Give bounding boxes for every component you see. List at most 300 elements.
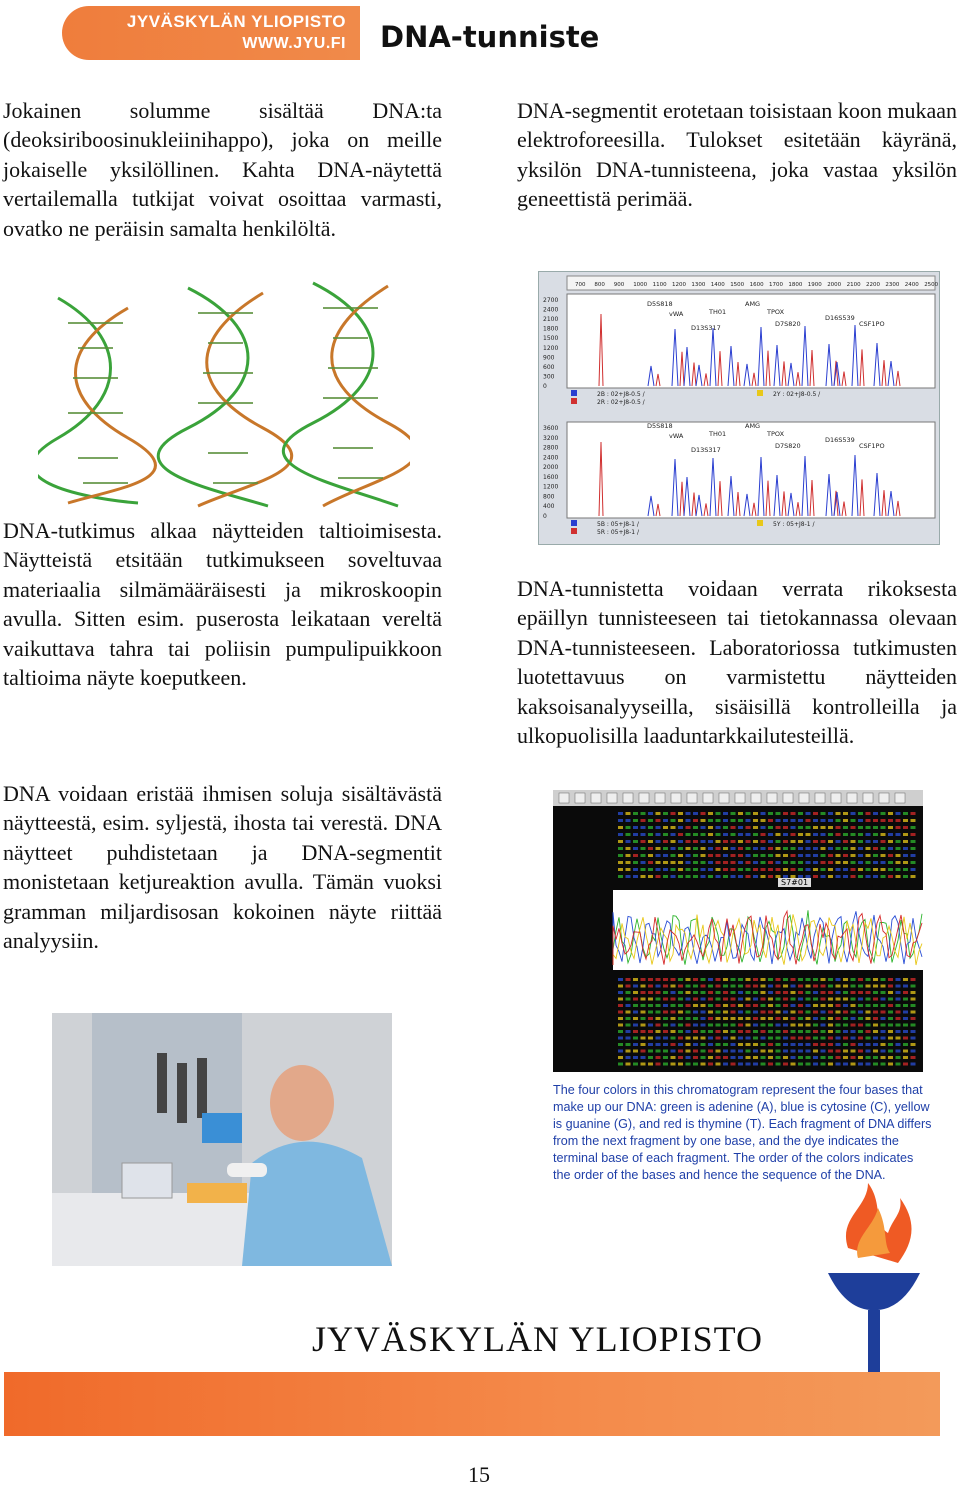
gel-band [716,833,721,836]
gel-band [693,1043,698,1046]
gel-band [678,1017,683,1020]
gel-band [843,1017,848,1020]
gel-band [663,1037,668,1040]
gel-band [873,875,878,878]
gel-band [791,1063,796,1066]
gel-band [701,833,706,836]
gel-band [768,998,773,1001]
gel-band [843,1063,848,1066]
gel-band [843,1030,848,1033]
gel-band [626,1030,631,1033]
gel-band [738,840,743,843]
gel-band [723,819,728,822]
gel-band [633,1030,638,1033]
gel-band [798,998,803,1001]
gel-band [671,998,676,1001]
gel-band [701,875,706,878]
gel-band [858,819,863,822]
gel-band [821,1017,826,1020]
gel-band [648,840,653,843]
gel-band [648,1050,653,1053]
gel-band [716,868,721,871]
gel-band [911,833,916,836]
gel-band [806,1030,811,1033]
gel-band [716,1030,721,1033]
gel-band [731,1011,736,1014]
gel-band [813,1037,818,1040]
gel-band [888,826,893,829]
sample-label: S7#01 [778,878,811,887]
gel-band [776,978,781,981]
gel-band [678,1056,683,1059]
gel-band [851,854,856,857]
gel-band [738,861,743,864]
gel-band [678,991,683,994]
dna-helix-image [38,278,410,510]
gel-band [791,1037,796,1040]
gel-band [723,847,728,850]
gel-band [813,833,818,836]
gel-band [618,854,623,857]
paragraph-intro: Jokainen solumme sisältää DNA:ta (deoksiriboosinukleiinihappo), joka on meille jokaiselle yksilöllinen. Kahta DNA-näytettä vertailemalla tutkijat voivat osoittaa varmasti, ovatko ne peräisin samalta henkilöltä. [3,98,442,241]
gel-band [686,812,691,815]
top-axis-tick: 800 [594,282,605,288]
gel-band [633,812,638,815]
page-number: 15 [468,1462,490,1487]
gel-band [896,1043,901,1046]
gel-band [716,978,721,981]
gel-band [701,991,706,994]
gel-band [716,1050,721,1053]
gel-band [866,1004,871,1007]
gel-band [648,1030,653,1033]
gel-band [648,833,653,836]
gel-band [656,847,661,850]
gel-band [896,868,901,871]
gel-band [723,1024,728,1027]
gel-band [903,1037,908,1040]
toolbar-button [687,793,697,803]
gel-band [641,833,646,836]
gel-band [641,1043,646,1046]
gel-band [858,1004,863,1007]
legend-swatch [571,390,577,396]
gel-band [881,1063,886,1066]
gel-band [843,812,848,815]
locus-label: D16S539 [825,314,855,322]
gel-band [776,1017,781,1020]
y-axis-tick: 2700 [543,297,559,304]
gel-band [896,1030,901,1033]
gel-band [836,861,841,864]
gel-band [716,1037,721,1040]
gel-band [821,1043,826,1046]
gel-band [858,826,863,829]
gel-band [836,847,841,850]
gel-band [776,1030,781,1033]
gel-band [686,991,691,994]
gel-band [828,812,833,815]
gel-band [768,868,773,871]
gel-band [783,1063,788,1066]
gel-band [896,978,901,981]
gel-band [633,1050,638,1053]
gel-band [738,875,743,878]
gel-band [851,998,856,1001]
gel-band [716,826,721,829]
top-axis-tick: 1800 [788,282,803,288]
gel-band [843,1037,848,1040]
gel-band [656,1043,661,1046]
gel-band [723,998,728,1001]
gel-band [663,861,668,864]
gel-band [828,840,833,843]
gel-band [776,1011,781,1014]
gel-band [768,812,773,815]
gel-band [851,1011,856,1014]
toolbar-button [559,793,569,803]
gel-band [633,985,638,988]
locus-label: D16S539 [825,436,855,444]
gel-band [911,1024,916,1027]
toolbar-button [751,793,761,803]
gel-band [858,1017,863,1020]
gel-band [798,978,803,981]
gel-band [836,1030,841,1033]
gel-band [618,1063,623,1066]
gel-band [671,1004,676,1007]
gel-band [693,861,698,864]
gel-band [663,1050,668,1053]
gel-band [813,1043,818,1046]
gel-band [761,1050,766,1053]
gel-band [836,840,841,843]
gel-band [866,978,871,981]
gel-band [911,1017,916,1020]
gel-band [843,840,848,843]
gel-band [633,991,638,994]
gel-band [881,812,886,815]
gel-band [866,1011,871,1014]
gel-band [866,854,871,857]
gel-band [866,1050,871,1053]
gel-band [753,826,758,829]
gel-band [633,1037,638,1040]
gel-band [746,1030,751,1033]
gel-band [731,991,736,994]
gel-band [641,998,646,1001]
gel-band [626,1056,631,1059]
gel-band [686,985,691,988]
gel-band [768,861,773,864]
gel-band [858,1030,863,1033]
gel-band [641,978,646,981]
gel-band [686,1017,691,1020]
gel-band [896,1037,901,1040]
gel-band [708,812,713,815]
gel-band [873,991,878,994]
gel-band [761,985,766,988]
gel-band [723,1011,728,1014]
gel-band [641,1050,646,1053]
gel-band [903,1056,908,1059]
gel-band [746,1017,751,1020]
gel-band [888,1017,893,1020]
gel-band [791,812,796,815]
gel-band [903,991,908,994]
gel-band [836,1024,841,1027]
gel-band [716,812,721,815]
gel-band [791,1030,796,1033]
gel-band [806,812,811,815]
gel-band [903,1011,908,1014]
gel-band [798,1024,803,1027]
gel-band [626,1024,631,1027]
gel-band [783,819,788,822]
gel-band [656,1063,661,1066]
gel-band [761,875,766,878]
gel-band [708,1030,713,1033]
gel-band [648,1004,653,1007]
gel-band [738,985,743,988]
gel-band [851,1024,856,1027]
gel-band [828,826,833,829]
gel-band [888,861,893,864]
gel-band [813,1024,818,1027]
gel-band [686,1063,691,1066]
gel-band [753,875,758,878]
gel-band [791,1043,796,1046]
gel-band [746,985,751,988]
gel-band [678,1050,683,1053]
gel-band [888,875,893,878]
gel-band [821,1030,826,1033]
gel-band [641,847,646,850]
gel-band [813,854,818,857]
gel-band [648,1056,653,1059]
gel-band [798,840,803,843]
gel-band [798,854,803,857]
gel-band [678,1043,683,1046]
gel-band [783,826,788,829]
header-logo [62,6,360,60]
gel-band [738,868,743,871]
gel-band [626,875,631,878]
gel-band [888,1037,893,1040]
gel-band [813,1017,818,1020]
locus-label: D13S317 [691,446,721,454]
gel-band [776,840,781,843]
gel-band [753,868,758,871]
gel-band [896,840,901,843]
gel-band [618,1004,623,1007]
gel-band [641,826,646,829]
gel-band [821,875,826,878]
locus-label: D7S820 [775,442,801,450]
gel-band [671,840,676,843]
gel-band [896,991,901,994]
gel-band [723,1050,728,1053]
gel-band [626,840,631,843]
gel-band [708,1037,713,1040]
gel-band [671,1043,676,1046]
gel-band [888,1063,893,1066]
gel-band [761,840,766,843]
gel-band [746,998,751,1001]
legend-swatch [571,528,577,534]
gel-band [813,861,818,864]
gel-band [866,991,871,994]
gel-band [633,978,638,981]
gel-band [626,978,631,981]
gel-band [881,861,886,864]
gel-band [798,812,803,815]
gel-band [791,1050,796,1053]
toolbar-button [799,793,809,803]
gel-band [911,1037,916,1040]
gel-band [701,1063,706,1066]
gel-band [881,854,886,857]
legend-entry: 2R : 02+J8-0.5 / [597,399,645,406]
gel-band [911,1030,916,1033]
gel-band [806,1004,811,1007]
gel-band [641,854,646,857]
gel-band [783,1004,788,1007]
gel-band [746,1011,751,1014]
gel-band [701,1043,706,1046]
gel-band [678,812,683,815]
gel-band [776,1004,781,1007]
gel-band [851,1050,856,1053]
gel-band [821,854,826,857]
gel-band [858,847,863,850]
gel-band [686,861,691,864]
gel-band [626,826,631,829]
gel-band [731,826,736,829]
gel-band [866,819,871,822]
gel-band [836,868,841,871]
gel-band [618,1017,623,1020]
gel-band [678,1030,683,1033]
gel-band [791,833,796,836]
gel-band [633,1043,638,1046]
gel-band [791,998,796,1001]
gel-band [701,1030,706,1033]
top-axis-tick: 1000 [633,282,648,288]
gel-band [896,812,901,815]
gel-band [723,854,728,857]
gel-band [671,1030,676,1033]
gel-band [731,819,736,822]
gel-band [798,847,803,850]
gel-band [656,1004,661,1007]
gel-band [663,1011,668,1014]
gel-band [648,998,653,1001]
gel-band [633,840,638,843]
gel-band [791,819,796,822]
gel-band [633,1024,638,1027]
gel-band [776,861,781,864]
gel-band [866,861,871,864]
gel-band [881,833,886,836]
gel-band [753,1030,758,1033]
gel-band [851,868,856,871]
gel-band [896,854,901,857]
gel-band [813,847,818,850]
gel-band [716,875,721,878]
gel-band [656,991,661,994]
gel-band [791,847,796,850]
gel-band [738,826,743,829]
gel-band [656,1030,661,1033]
gel-band [858,985,863,988]
gel-band [776,1037,781,1040]
gel-band [686,1043,691,1046]
gel-band [626,868,631,871]
logo-line-university: JYVÄSKYLÄN YLIOPISTO [126,12,346,31]
gel-band [866,1063,871,1066]
gel-band [693,854,698,857]
gel-band [723,985,728,988]
gel-band [791,991,796,994]
gel-band [851,812,856,815]
gel-band [731,812,736,815]
gel-band [813,1056,818,1059]
gel-band [911,1004,916,1007]
gel-band [641,1004,646,1007]
gel-band [806,840,811,843]
locus-label: AMG [745,422,761,430]
gel-band [783,1024,788,1027]
gel-band [828,1056,833,1059]
gel-band [836,985,841,988]
gel-band [866,847,871,850]
gel-band [813,875,818,878]
laboratory-photo [52,1013,392,1266]
gel-band [798,826,803,829]
legend-entry: 5Y : 05+J8-1 / [773,521,815,528]
gel-band [693,985,698,988]
gel-band [663,812,668,815]
gel-band [911,1011,916,1014]
gel-band [821,826,826,829]
gel-band [716,1024,721,1027]
gel-band [708,991,713,994]
gel-band [911,1043,916,1046]
gel-band [888,998,893,1001]
gel-band [798,833,803,836]
gel-band [731,868,736,871]
gel-band [686,998,691,1001]
gel-band [753,819,758,822]
gel-band [753,1017,758,1020]
gel-band [806,1024,811,1027]
gel-band [873,1030,878,1033]
gel-band [753,833,758,836]
gel-band [776,1063,781,1066]
gel-band [783,998,788,1001]
toolbar-button [575,793,585,803]
gel-band [806,991,811,994]
gel-band [911,868,916,871]
y-axis-tick: 1500 [543,335,559,343]
gel-band [806,998,811,1001]
gel-band [851,840,856,843]
gel-band [701,1017,706,1020]
gel-band [828,847,833,850]
gel-band [716,819,721,822]
gel-band [873,819,878,822]
